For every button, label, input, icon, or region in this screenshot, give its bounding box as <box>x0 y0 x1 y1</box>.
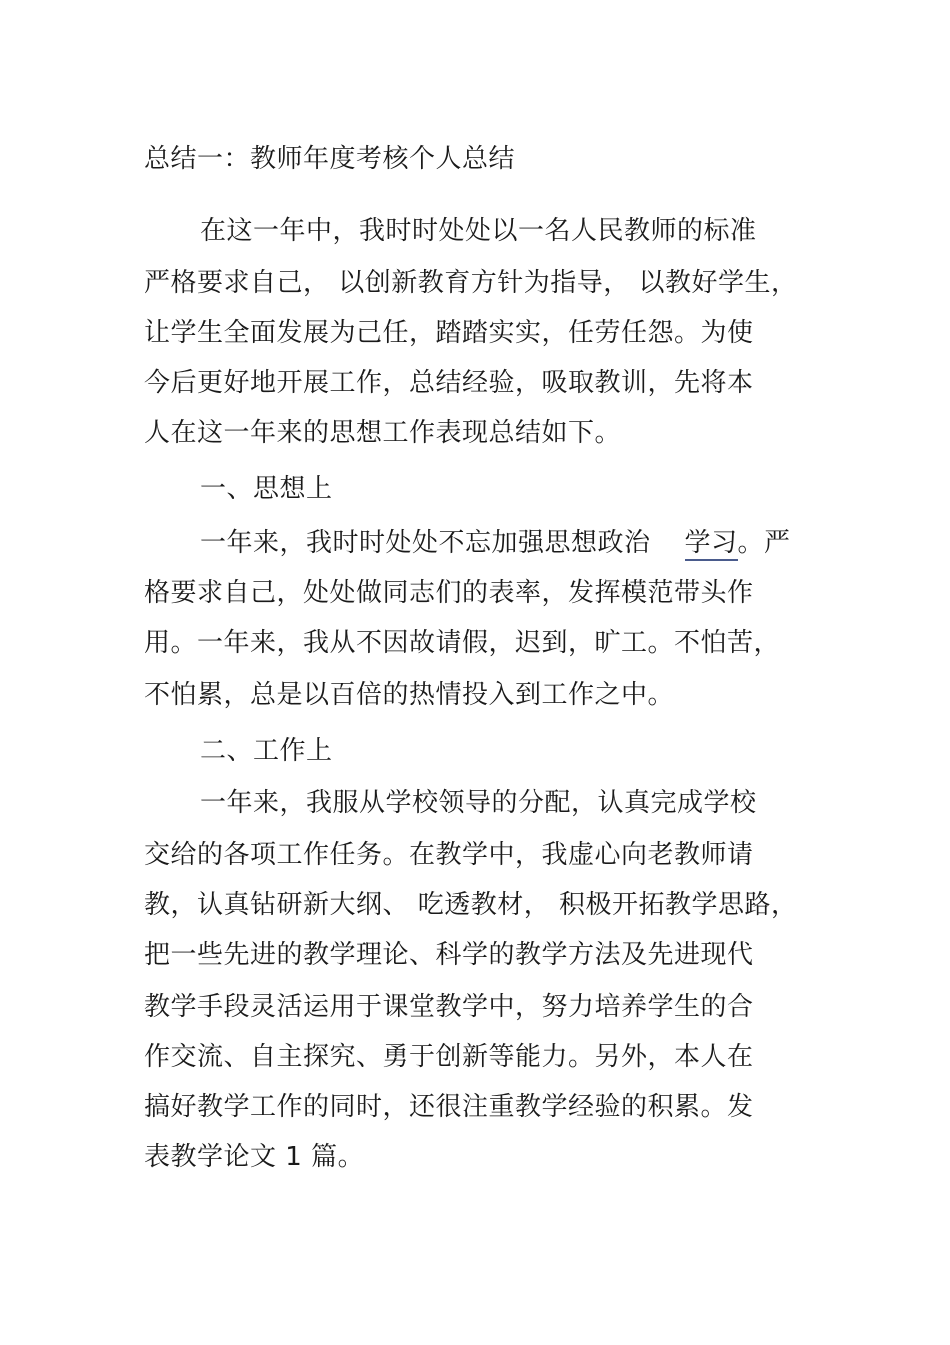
section2-line-3: 教，认真钻研新大纲、 吃透教材， 积极开拓教学思路， <box>144 890 798 920</box>
section2-line-2: 交给的各项工作任务。在教学中，我虚心向老教师请 <box>144 840 754 870</box>
section2-line-1: 一年来，我服从学校领导的分配，认真完成学校 <box>200 788 757 818</box>
section1-line-1 <box>200 528 791 558</box>
section1-line-1-tail: 。严 <box>737 528 791 558</box>
intro-line-1: 在这一年中，我时时处处以一名人民教师的标准 <box>200 216 757 246</box>
intro-line-2: 严格要求自己， 以创新教育方针为指导， 以教好学生， <box>144 268 798 298</box>
section2-heading: 二、工作上 <box>200 736 333 766</box>
study-link[interactable]: 学习 <box>685 528 738 561</box>
intro-line-4: 今后更好地开展工作，总结经验，吸取教训，先将本 <box>144 368 754 398</box>
intro-line-3: 让学生全面发展为己任，踏踏实实，任劳任怨。为使 <box>144 318 754 348</box>
section2-line-8: 表教学论文 1 篇。 <box>144 1142 365 1172</box>
section2-line-6: 作交流、自主探究、勇于创新等能力。另外，本人在 <box>144 1042 754 1072</box>
document-title: 总结一：教师年度考核个人总结 <box>144 144 516 174</box>
section1-line-1-text: 一年来，我时时处处不忘加强思想政治 <box>200 528 651 558</box>
section2-line-5: 教学手段灵活运用于课堂教学中，努力培养学生的合 <box>144 992 754 1022</box>
section2-line-7: 搞好教学工作的同时，还很注重教学经验的积累。发 <box>144 1092 754 1122</box>
section1-heading: 一、思想上 <box>200 474 333 504</box>
intro-line-5: 人在这一年来的思想工作表现总结如下。 <box>144 418 622 448</box>
section1-line-4: 不怕累，总是以百倍的热情投入到工作之中。 <box>144 680 675 710</box>
section1-line-3: 用。一年来，我从不因故请假，迟到，旷工。不怕苦， <box>144 628 781 658</box>
section2-line-4: 把一些先进的教学理论、科学的教学方法及先进现代 <box>144 940 754 970</box>
section1-line-2: 格要求自己，处处做同志们的表率，发挥模范带头作 <box>144 578 754 608</box>
